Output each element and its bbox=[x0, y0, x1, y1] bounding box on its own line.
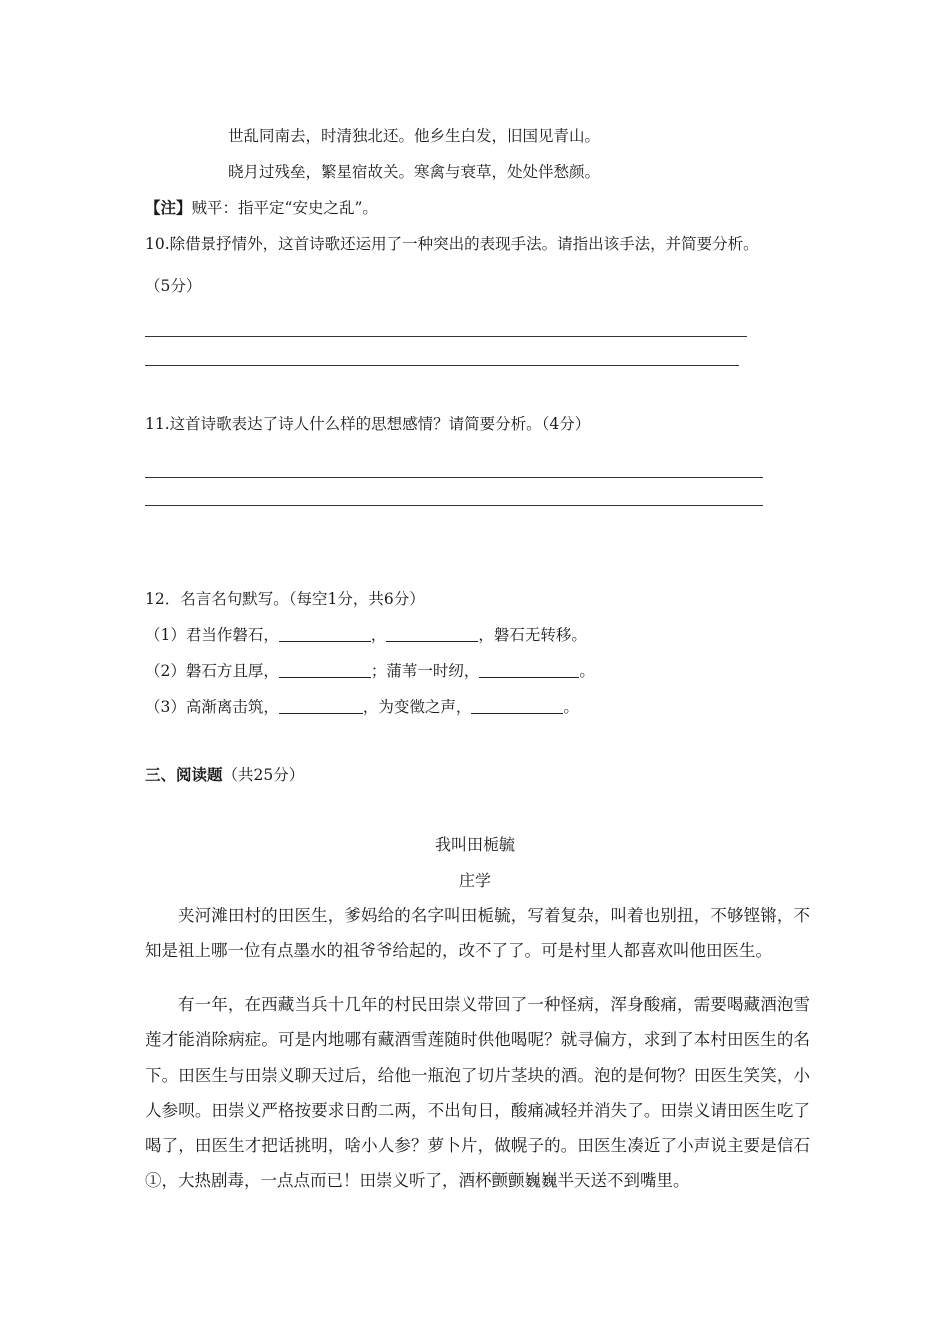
q12-blank-5[interactable] bbox=[279, 698, 363, 714]
note-label: 【注】 bbox=[145, 198, 192, 217]
answer-line-11b[interactable] bbox=[145, 505, 763, 506]
q12-item-3-text-c: 。 bbox=[563, 698, 579, 716]
answer-line-10b[interactable] bbox=[145, 365, 739, 366]
question-12-title: 12．名言名句默写。（每空1分，共6分） bbox=[145, 590, 425, 608]
section-3-score: （共25分） bbox=[222, 766, 305, 784]
q12-item-2 bbox=[145, 661, 595, 681]
article-paragraph-1: 夹河滩田村的田医生，爹妈给的名字叫田栀毓，写着复杂，叫着也别扭，不够铿锵，不知是祖上哪一位有点墨水的祖爷爷给起的，改不了了。可是村里人都喜欢叫他田医生。 bbox=[145, 906, 810, 961]
q12-blank-1[interactable] bbox=[279, 626, 371, 642]
question-10-score: （5分） bbox=[145, 277, 202, 295]
question-11: 11.这首诗歌表达了诗人什么样的思想感情？请简要分析。（4分） bbox=[145, 415, 591, 433]
question-10: 10.除借景抒情外，这首诗歌还运用了一种突出的表现手法。请指出该手法，并简要分析。 bbox=[145, 235, 759, 253]
article-paragraph-2: 有一年，在西藏当兵十几年的村民田崇义带回了一种怪病，浑身酸痛，需要喝藏酒泡雪莲才能消除病症。可是内地哪有藏酒雪莲随时供他喝呢？就寻偏方，求到了本村田医生的名下。田医生与田崇义聊天过后，给他一瓶泡了切片茎块的酒。泡的是何物？田医生笑笑，小人参呗。田崇义严格按要求日酌二两，不出旬日，酸痛减轻并消失了。田崇义请田医生吃了喝了，田医生才把话挑明，啥小人参？萝卜片，做幌子的。田医生凑近了小声说主要是信石①，大热剧毒，一点点而已！田崇义听了，酒杯颤颤巍巍半天送不到嘴里。 bbox=[145, 995, 810, 1191]
poem-line-2: 晓月过残垒，繁星宿故关。寒禽与衰草，处处伴愁颜。 bbox=[228, 163, 601, 181]
q12-item-2-text-b: ；蒲苇一时纫， bbox=[370, 662, 480, 680]
q12-item-3 bbox=[145, 697, 579, 717]
answer-line-11a[interactable] bbox=[145, 477, 763, 478]
q12-blank-4[interactable] bbox=[479, 662, 579, 678]
poem-line-1: 世乱同南去，时清独北还。他乡生白发，旧国见青山。 bbox=[228, 127, 601, 145]
q12-blank-6[interactable] bbox=[471, 698, 563, 714]
q12-item-2-text-a: （2）磐石方且厚， bbox=[145, 662, 279, 680]
section-3-label: 三、阅读题 bbox=[145, 765, 223, 784]
q12-item-1-text-b: ， bbox=[370, 626, 387, 644]
answer-line-10a[interactable] bbox=[145, 336, 747, 337]
q12-blank-2[interactable] bbox=[386, 626, 478, 642]
article-author: 庄学 bbox=[458, 871, 491, 890]
note-text: 贼平：指平定“安史之乱”。 bbox=[191, 199, 378, 217]
q12-item-1-text-a: （1）君当作磐石， bbox=[145, 626, 279, 644]
poem-note bbox=[145, 198, 378, 218]
article-title: 我叫田栀毓 bbox=[434, 835, 515, 854]
q12-item-1 bbox=[145, 625, 587, 645]
section-3-heading bbox=[145, 765, 304, 785]
q12-item-1-text-c: ，磐石无转移。 bbox=[478, 626, 587, 644]
q12-blank-3[interactable] bbox=[279, 662, 371, 678]
q12-item-3-text-a: （3）高渐离击筑， bbox=[145, 698, 279, 716]
q12-item-2-text-c: 。 bbox=[579, 662, 595, 680]
q12-item-3-text-b: ，为变徵之声， bbox=[362, 698, 472, 716]
